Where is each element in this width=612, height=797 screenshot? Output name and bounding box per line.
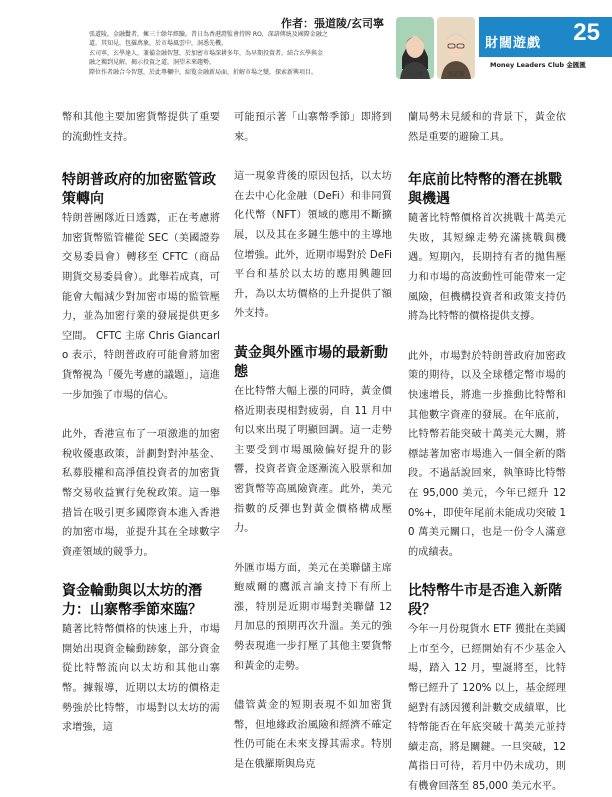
page-header — [0, 0, 612, 92]
column-2 — [234, 108, 392, 775]
paragraph: 可能預示著「山寨幣季節」即將到來。 — [234, 112, 392, 143]
paragraph: 此外，香港宣布了一項激進的加密稅收優惠政策，計劃對對沖基金、私募股權和高淨值投資者的加密貨幣交易收益實行免稅政策。這一舉措旨在吸引更多國際資本進入香港的加密市場，並提升其在全球數字資產領域的競爭力。 — [62, 429, 220, 558]
paragraph: 隨著比特幣價格首次挑戰十萬美元失敗，其短線走勢充滿挑戰與機遇。短期內，長期持有者的拋售壓力和市場的高波動性可能帶來一定風險，但機構投資者和政策支持仍將為比特幣的價格提供支撐。 — [408, 213, 566, 323]
paragraph: 今年一月份現貨水 ETF 獲批在美國上市至今，已經開始有不少基金入場，踏入 12 月，聖誕將至，比特幣已經升了 120% 以上，基金經理絕對有誘因獲利計數交成績單，比特幣能否在年底突破十萬美元並持續走高，將是關鍵。一旦突破，12 萬指日可待，若月中仍未成功，則有機會回落至 85,000 美元水平。 — [408, 624, 566, 793]
spacer — [408, 327, 566, 347]
section-heading: 資金輪動與以太坊的潛力：山寨幣季節來臨？ — [62, 583, 202, 619]
avatar-label: 張道陵 — [447, 72, 465, 78]
spacer — [62, 147, 220, 171]
paragraph: 隨著比特幣價格的快速上升，市場開始出現資金輪動跡象，部分資金從比特幣流向以太坊和其他山寨幣。據報導，近期以太坊的價格走勢強於比特幣，市場對以太坊的需求增強，這 — [62, 624, 220, 734]
paragraph: 在比特幣大幅上漲的同時，黃金價格近期表現相對疲弱，自 11 月中旬以來出現了明顯回調。這一走勢主要受到市場風險偏好提升的影響，投資者資金逐漸流入股票和加密貨幣等高風險資產。此外，美元指數的反彈也對黃金價格構成壓力。 — [234, 385, 392, 535]
section-heading: 比特幣牛市是否進入新階段？ — [408, 583, 562, 619]
section-heading: 年底前比特幣的潛在挑戰與機遇 — [408, 172, 562, 208]
page-number: 25 — [573, 19, 600, 46]
spacer — [62, 405, 220, 425]
spacer — [408, 562, 566, 582]
paragraph: 儘管黃金的短期表現不如加密貨幣，但地緣政治風險和經濟不確定性仍可能在未來支撐其需求。特別是在俄羅斯與烏克 — [234, 700, 392, 771]
spacer — [408, 147, 566, 171]
spacer — [234, 676, 392, 696]
spacer — [234, 324, 392, 344]
bio-line: 際位作者融合今智慧，於此專欄中，綜覧金融新局面，折解市場之變，探索新興項目。 — [89, 68, 318, 76]
paragraph: 蘭局勢未見緩和的背景下，黃金依然是重要的避險工具。 — [408, 112, 566, 143]
spacer — [234, 539, 392, 559]
bio-line: 張道陵，金融鬢者，擁三十餘年經驗。昔日為香港證監會持牌 RO，深諳傳統及國際金融之 — [89, 31, 328, 38]
section-name: 財闊遊戲 — [485, 36, 542, 51]
author-bio — [89, 30, 389, 77]
column-1 — [62, 108, 220, 738]
column-tagline: Money Leaders Club 金匯匯 — [490, 61, 586, 69]
paragraph: 外匯市場方面，美元在美聯儲主席鮑威爾的鷹派言論支持下有所上漲，特別是近期市場對美聯儲 12 月加息的預期再次升溫。美元的強勢表現進一步打壓了其他主要貨幣和黃金的走勢。 — [234, 562, 392, 672]
column-3 — [408, 108, 566, 797]
bio-line: 玄司寧，玄學達人，兼備金融智慧，於加密市場深耕多年，為早期投資者。結合玄學與金 — [89, 49, 324, 57]
paragraph: 此外，市場對於特朗普政府加密政策的期待，以及全球穩定幣市場的快速增長，將進一步推動比特幣和其他數字資產的發展。在年底前，比特幣若能突破十萬美元大關，將標誌著加密市場進入一個全新的階段。不過話說回來，執筆時比特幣在 95,000 美元，今年已經升 120%+，即使年尾前未能成功突破 10 萬美元關口，也是一份令人滿意的成績表。 — [408, 350, 566, 558]
article-body — [62, 108, 566, 793]
section-heading: 特朗普政府的加密監管政策轉向 — [62, 172, 216, 208]
man-portrait-icon — [437, 17, 475, 79]
paragraph: 這一現象背後的原因包括，以太坊在去中心化金融（DeFi）和非同質化代幣（NFT）領域的應用不斷擴展，以及其在多鏈生態中的主導地位增強。此外，近期市場對於 DeFi 平台和基於以太坊的應用興趣回升，為以太坊價格的上升提供了額外支持。 — [234, 171, 392, 320]
avatar-label: 玄司寧 — [406, 72, 424, 78]
woman-portrait-icon — [396, 17, 434, 79]
section-banner — [479, 17, 612, 57]
bio-line: 融之獨到見解，揭示投資之道，洞望未來趨勢。 — [89, 59, 216, 67]
spacer — [62, 562, 220, 582]
spacer — [234, 147, 392, 167]
paragraph: 特朗普團隊近日透露，正在考慮將加密貨幣監管權從 SEC（美國證券交易委員會）轉移至 CFTC（商品期貨交易委員會）。此舉若成真，可能會大幅減少對加密市場的監管壓力，並為加密行業的發展提供更多空間。 CFTC 主席 Chris Giancarlo 表示，特朗普政府可能會將加密貨幣視為「優先考慮的議題」，這進一步加強了市場的信心。 — [62, 213, 220, 401]
section-heading: 黃金與外匯市場的最新動態 — [234, 344, 388, 380]
author-line: 作者：張道陵/玄司寧 — [280, 17, 384, 30]
paragraph: 幣和其他主要加密貨幣提供了重要的流動性支持。 — [62, 112, 220, 143]
bio-line: 道，其知見，包羅萬象，於市場風雲中，洞悉先機。 — [89, 40, 228, 48]
